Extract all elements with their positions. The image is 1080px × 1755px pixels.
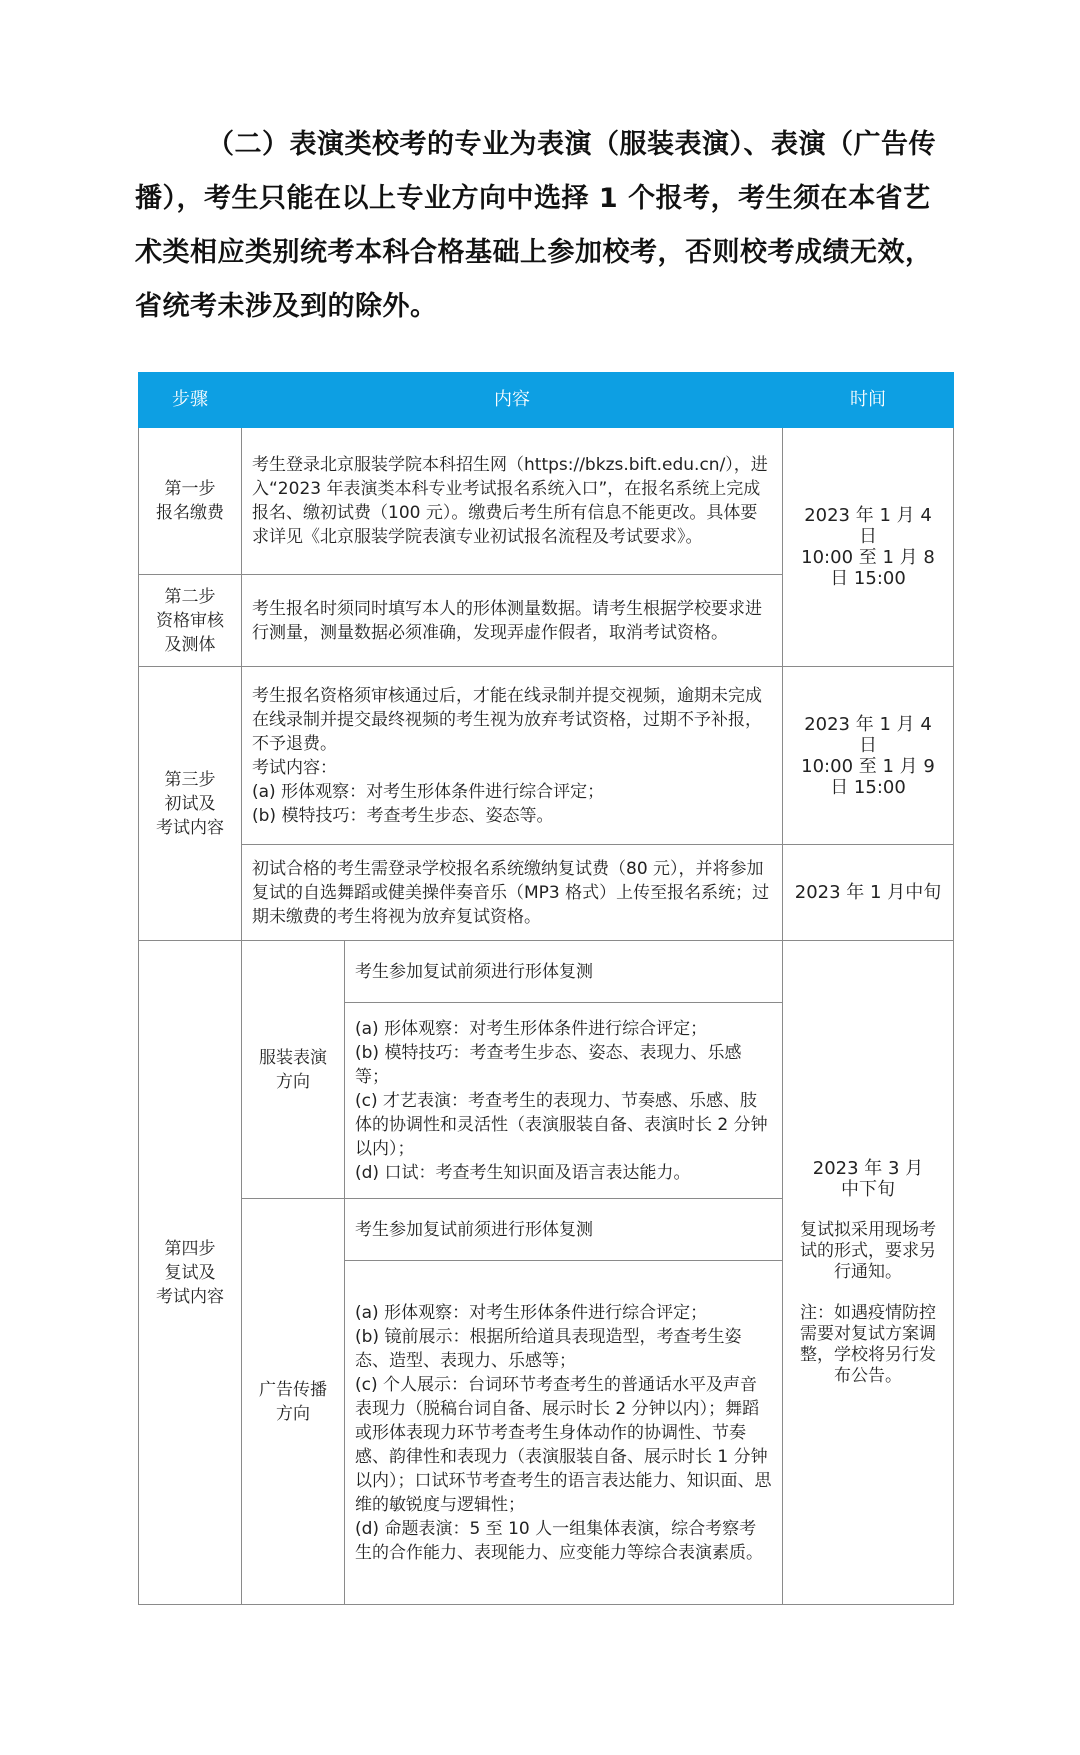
step3-time2: 2023 年 1 月中旬	[783, 845, 954, 941]
table-row-step1	[139, 428, 954, 575]
step4-time-format: 复试拟采用现场考试的形式，要求另行通知。	[800, 1220, 936, 1282]
table-row-step3b	[139, 845, 954, 941]
step4-advert-pre: 考生参加复试前须进行形体复测	[345, 1199, 783, 1261]
step4-time-note: 注：如遇疫情防控需要对复试方案调整，学校将另行发布公告。	[800, 1303, 936, 1386]
header-content: 内容	[242, 373, 783, 428]
table-header-row	[139, 373, 954, 428]
step4-fashion-pre: 考生参加复试前须进行形体复测	[345, 941, 783, 1003]
step2-label: 第二步 资格审核 及测体	[139, 575, 242, 667]
step2-content: 考生报名时须同时填写本人的形体测量数据。请考生根据学校要求进行测量，测量数据必须准确，发现弄虚作假者，取消考试资格。	[242, 575, 783, 667]
step1-label: 第一步 报名缴费	[139, 428, 242, 575]
step4-label: 第四步 复试及 考试内容	[139, 941, 242, 1605]
table-row-step4-fashion-pre	[139, 941, 954, 1003]
step4-advert-items: (a) 形体观察：对考生形体条件进行综合评定； (b) 镜前展示：根据所给道具表现造型，考查考生姿态、造型、表现力、乐感等； (c) 个人展示：台词环节考查考生的普通话水平及声音表现力（脱稿台词自备、展示时长 2 分钟以内）；舞蹈或形体表现力环节考查考生身体动作的协调性、节奏感、韵律性和表现力（表演服装自备、展示时长 1 分钟以内）；口试环节考查考生的语言表达能力、知识面、思维的敏锐度与逻辑性； (d) 命题表演：5 至 10 人一组集体表演，综合考察考生的合作能力、表现能力、应变能力等综合表演素质。	[345, 1261, 783, 1605]
schedule-table	[138, 372, 954, 1605]
step3-time: 2023 年 1 月 4 日 10:00 至 1 月 9 日 15:00	[783, 667, 954, 845]
intro-paragraph: （二）表演类校考的专业为表演（服装表演）、表演（广告传播），考生只能在以上专业方向中选择 1 个报考，考生须在本省艺术类相应类别统考本科合格基础上参加校考，否则校考成绩无效，省统考未涉及到的除外。	[135, 129, 936, 322]
step3-content: 考生报名资格须审核通过后，才能在线录制并提交视频，逾期未完成在线录制并提交最终视频的考生视为放弃考试资格，过期不予补报，不予退费。 考试内容： (a) 形体观察：对考生形体条件进行综合评定； (b) 模特技巧：考查考生步态、姿态等。	[242, 667, 783, 845]
table-row-step3a	[139, 667, 954, 845]
step4-advert-label: 广告传播 方向	[242, 1199, 345, 1605]
step4-fashion-label: 服装表演 方向	[242, 941, 345, 1199]
header-time: 时间	[783, 373, 954, 428]
step1-content: 考生登录北京服装学院本科招生网（https://bkzs.bift.edu.cn/），进入“2023 年表演类本科专业考试报名系统入口”，在报名系统上完成报名、缴初试费（100 元）。缴费后考生所有信息不能更改。具体要求详见《北京服装学院表演专业初试报名流程及考试要求》。	[242, 428, 783, 575]
step3-content2: 初试合格的考生需登录学校报名系统缴纳复试费（80 元），并将参加复试的自选舞蹈或健美操伴奏音乐（MP3 格式）上传至报名系统；过期未缴费的考生将视为放弃复试资格。	[242, 845, 783, 941]
step1-2-time: 2023 年 1 月 4 日 10:00 至 1 月 8 日 15:00	[783, 428, 954, 667]
header-step: 步骤	[139, 373, 242, 428]
step4-fashion-items: (a) 形体观察：对考生形体条件进行综合评定； (b) 模特技巧：考查考生步态、姿态、表现力、乐感等； (c) 才艺表演：考查考生的表现力、节奏感、乐感、肢体的协调性和灵活性（表演服装自备、表演时长 2 分钟以内）； (d) 口试：考查考生知识面及语言表达能力。	[345, 1003, 783, 1199]
step3-label: 第三步 初试及 考试内容	[139, 667, 242, 941]
step4-time: 2023 年 3 月 中下旬 复试拟采用现场考试的形式，要求另行通知。 注：如遇疫情防控需要对复试方案调整，学校将另行发布公告。	[783, 941, 954, 1605]
